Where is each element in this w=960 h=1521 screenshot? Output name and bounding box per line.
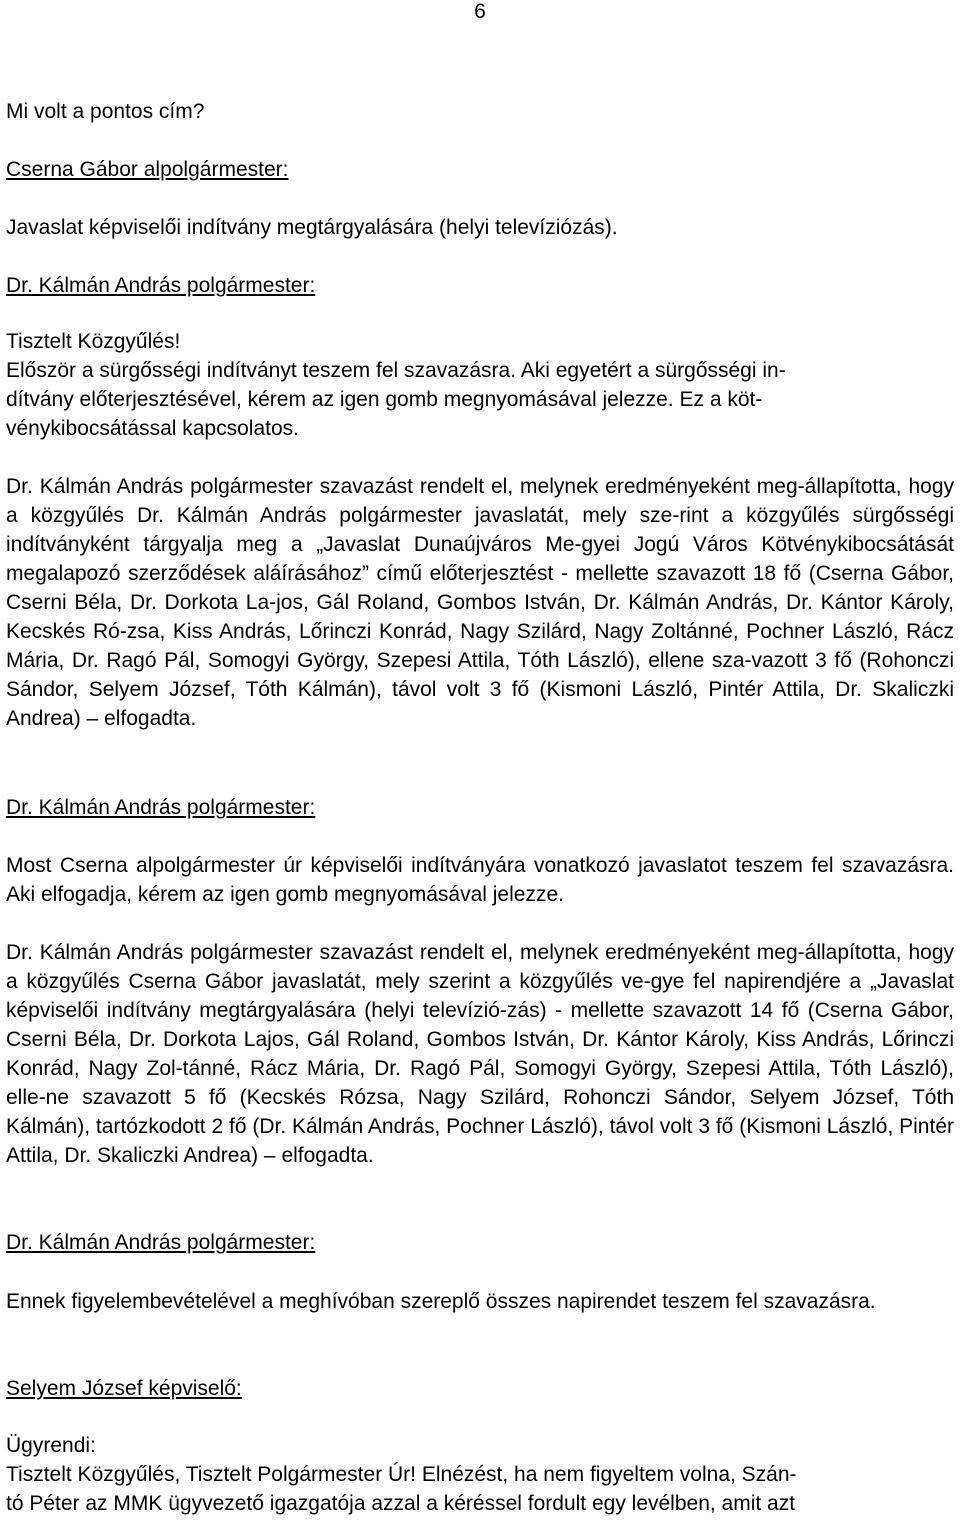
- speaker-heading: Cserna Gábor alpolgármester:: [6, 158, 289, 181]
- text-line: Mi volt a pontos cím?: [6, 100, 205, 123]
- text-lines: [6, 327, 954, 443]
- paragraph: Dr. Kálmán András polgármester szavazást rendelt el, melynek eredményeként meg-állapította, hogy a közgyűlés Dr. Kálmán András polgármester javaslatát, mely sze-rint a közgyűlés sürgősségi indítványként tárgyalja meg a „Javaslat Dunaújváros Me-gyei Jogú Város Kötvénykibocsátását megalapozó szerződések aláírásához” című előterjesztést - mellette szavazott 18 fő (Cserna Gábor, Cserni Béla, Dr. Dorkota La-jos, Gál Roland, Gombos István, Dr. Kálmán András, Dr. Kántor Károly, Kecskés Ró-zsa, Kiss András, Lőrinczi Konrád, Nagy Szilárd, Nagy Zoltánné, Pochner László, Rácz Mária, Dr. Ragó Pál, Somogyi György, Szepesi Attila, Tóth László), ellene sza-vazott 3 fő (Rohonczi Sándor, Selyem József, Tóth Kálmán), távol volt 3 fő (Kismoni László, Pintér Attila, Dr. Skaliczki Andrea) – elfogadta.: [6, 475, 954, 730]
- speaker-heading: Dr. Kálmán András polgármester:: [6, 1231, 316, 1254]
- text-line: Ügyrendi:: [6, 1434, 96, 1457]
- text-line: Tisztelt Közgyűlés, Tisztelt Polgármester Úr! Elnézést, ha nem figyeltem volna, Szán-: [6, 1463, 797, 1486]
- page-number: 6: [474, 0, 486, 23]
- speaker-heading: Dr. Kálmán András polgármester:: [6, 274, 316, 297]
- text-line: dítvány előterjesztésével, kérem az igen gomb megnyomásával jelezze. Ez a köt-: [6, 388, 763, 411]
- text-line: Tisztelt Közgyűlés!: [6, 330, 181, 353]
- text-lines: [6, 1431, 954, 1518]
- speaker-heading: Dr. Kálmán András polgármester:: [6, 796, 316, 819]
- text-line: vénykibocsátással kapcsolatos.: [6, 417, 299, 440]
- paragraph: Ennek figyelembevételével a meghívóban szereplő összes napirendet teszem fel szavazásra.: [6, 1290, 876, 1313]
- text-line: tó Péter az MMK ügyvezető igazgatója azzal a kéréssel fordult egy levélben, amit azt: [6, 1492, 796, 1515]
- text-line: Először a sürgősségi indítványt teszem fel szavazásra. Aki egyetért a sürgősségi in-: [6, 359, 786, 382]
- paragraph: Dr. Kálmán András polgármester szavazást rendelt el, melynek eredményeként meg-állapította, hogy a közgyűlés Cserna Gábor javaslatát, mely szerint a közgyűlés ve-gye fel napirendjére a „Javaslat képviselői indítvány megtárgyalására (helyi televízió-zás) - mellette szavazott 14 fő (Cserna Gábor, Cserni Béla, Dr. Dorkota Lajos, Gál Roland, Gombos István, Dr. Kántor Károly, Kiss András, Lőrinczi Konrád, Nagy Zol-tánné, Rácz Mária, Dr. Ragó Pál, Somogyi György, Szepesi Attila, Tóth László), elle-ne szavazott 5 fő (Kecskés Rózsa, Nagy Szilárd, Rohonczi Sándor, Selyem József, Tóth Kálmán), tartózkodott 2 fő (Dr. Kálmán András, Pochner László), távol volt 3 fő (Kismoni László, Pintér Attila, Dr. Skaliczki Andrea) – elfogadta.: [6, 941, 954, 1167]
- speaker-heading: Selyem József képviselő:: [6, 1377, 242, 1400]
- paragraph: Most Cserna alpolgármester úr képviselői indítványára vonatkozó javaslatot teszem fel szavazásra. Aki elfogadja, kérem az igen gomb megnyomásával jelezze.: [6, 854, 954, 906]
- text-line: Javaslat képviselői indítvány megtárgyalására (helyi televíziózás).: [6, 216, 618, 239]
